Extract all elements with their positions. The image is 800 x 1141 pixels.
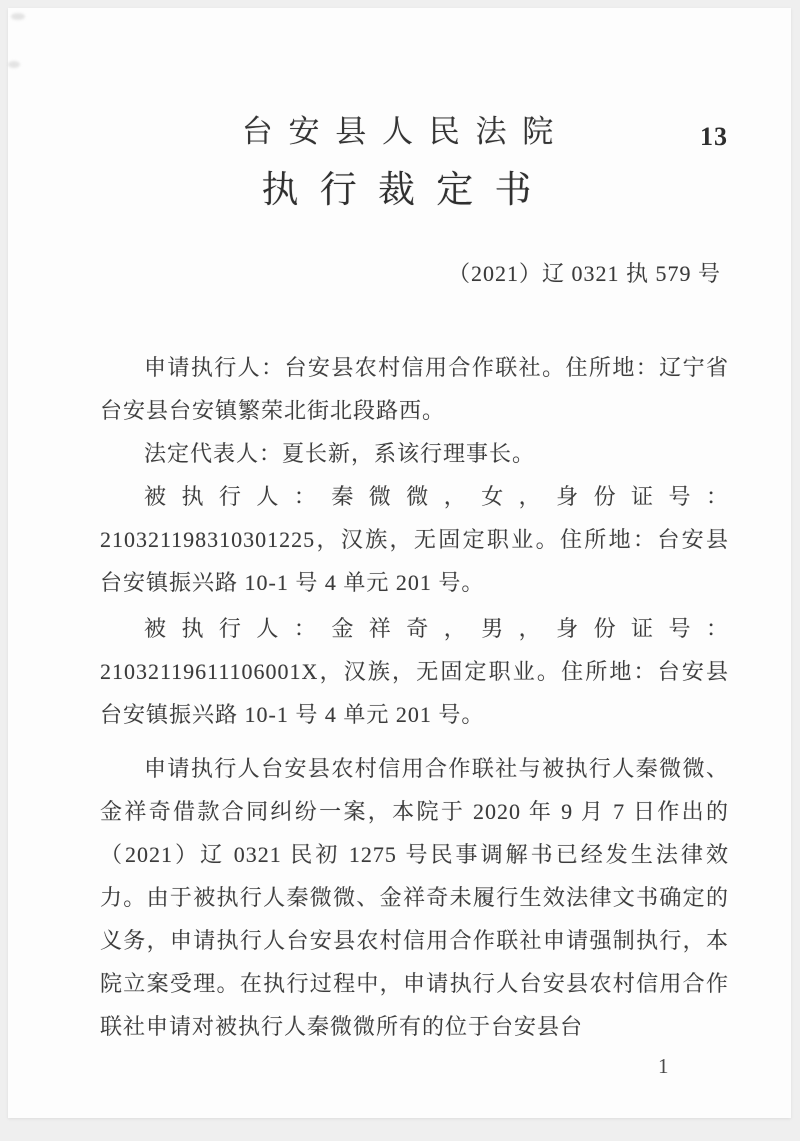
court-name-title: 台 安 县 人 民 法 院 (241, 114, 558, 149)
scanned-document-page (8, 8, 791, 1118)
paragraph-applicant: 申请执行人：台安县农村信用合作联社。住所地：辽宁省台安县台安镇繁荣北街北段路西。 (100, 355, 729, 423)
document-type-title: 执 行 裁 定 书 (261, 170, 538, 211)
document-body (8, 346, 791, 1048)
page-number: 1 (658, 1054, 669, 1078)
paragraph-respondent-1: 被执行人：秦微微，女，身份证号：210321198310301225，汉族，无固定职业。住所地：台安县台安镇振兴路 10-1 号 4 单元 201 号。 (100, 484, 729, 595)
paragraph-respondent-2: 被执行人：金祥奇，男，身份证号：21032119611106001X，汉族，无固定职业。住所地：台安县台安镇振兴路 10-1 号 4 单元 201 号。 (100, 616, 729, 727)
paragraph-case-narrative: 申请执行人台安县农村信用合作联社与被执行人秦微微、金祥奇借款合同纠纷一案，本院于 2020 年 9 月 7 日作出的（2021）辽 0321 民初 1275 号民事调解书已经发生法律效力。由于被执行人秦微微、金祥奇未履行生效法律文书确定的义务，申请执行人台安县农村信用合作联社申请强制执行，本院立案受理。在执行过程中，申请执行人台安县农村信用合作联社申请对被执行人秦微微所有的位于台安县台 (100, 756, 729, 1039)
paragraph-legal-representative: 法定代表人：夏长新，系该行理事长。 (144, 441, 536, 466)
document-header (8, 8, 791, 216)
page-stamp-number: 13 (700, 122, 728, 151)
case-number: （2021）辽 0321 执 579 号 (447, 261, 721, 286)
